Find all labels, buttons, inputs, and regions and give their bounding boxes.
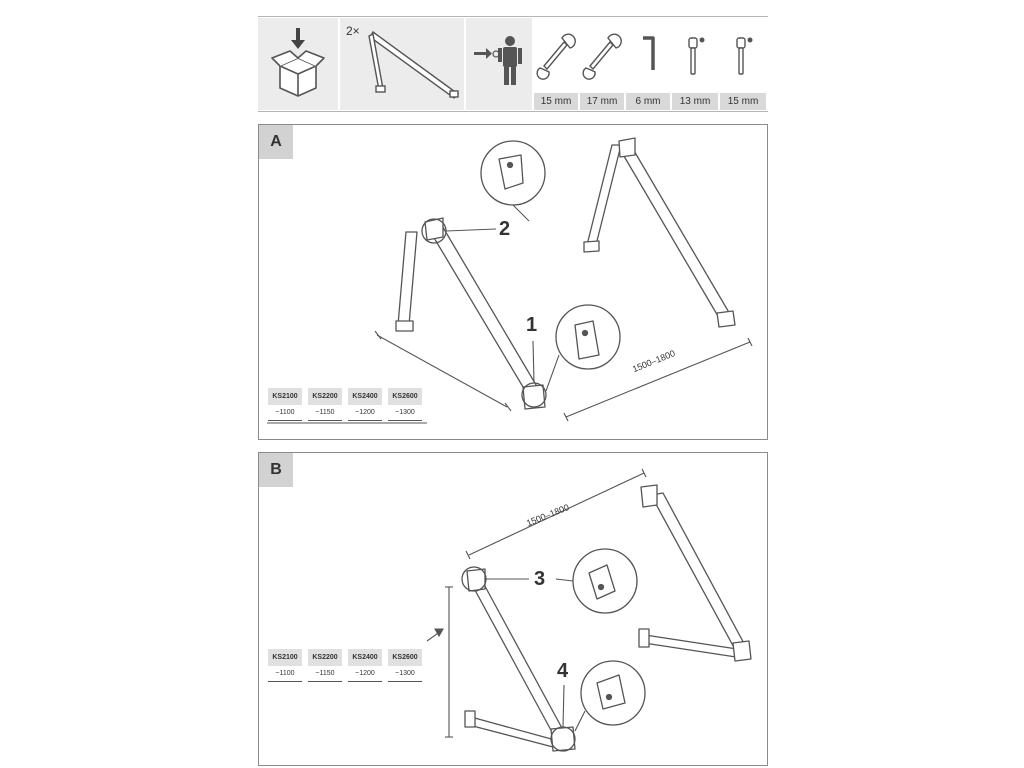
tool-wrench-17	[580, 18, 624, 110]
frame-arm	[621, 149, 734, 323]
socket-wrench-icon	[720, 18, 766, 93]
tool-size-label: 15 mm	[720, 93, 766, 110]
model-value: ~1150	[308, 667, 342, 682]
frame-foot	[717, 311, 735, 327]
frame-joint	[641, 485, 657, 507]
dimension-label: 1500–1800	[525, 502, 571, 529]
model-value: ~1200	[348, 667, 382, 682]
model-value: ~1100	[268, 667, 302, 682]
frame-leg	[587, 145, 621, 245]
frame-joint	[619, 138, 635, 157]
panel-a	[258, 124, 768, 440]
model-value: ~1300	[388, 406, 422, 421]
model-name: KS2400	[348, 388, 382, 405]
frame-joint	[733, 641, 751, 661]
panel-label: B	[259, 453, 293, 487]
frame-foot	[584, 241, 599, 252]
callout-2: 2	[499, 218, 511, 240]
model-value: ~1200	[348, 406, 382, 421]
frame-leg	[398, 232, 417, 325]
tool-allen-key-6	[626, 18, 670, 110]
frame-foot	[396, 321, 413, 331]
header-bottom-rule	[258, 111, 768, 112]
model-name: KS2100	[268, 388, 302, 405]
tool-wrench-15	[534, 18, 578, 110]
installer-person-icon	[466, 18, 532, 110]
frame-bar	[644, 635, 737, 657]
callout-4: 4	[557, 660, 569, 682]
frame-bar	[469, 717, 555, 747]
panel-label: A	[259, 125, 293, 159]
unpack-box-cell	[258, 18, 338, 110]
frame-foot	[465, 711, 475, 727]
model-name: KS2100	[268, 649, 302, 666]
model-value: ~1150	[308, 406, 342, 421]
installers-cell	[466, 18, 532, 110]
tool-socket-13	[672, 18, 718, 110]
frame-arm	[427, 224, 542, 397]
model-value: ~1100	[268, 406, 302, 421]
tool-size-label: 13 mm	[672, 93, 718, 110]
model-name: KS2600	[388, 388, 422, 405]
tool-size-label: 17 mm	[580, 93, 624, 110]
open-box-icon	[258, 18, 338, 110]
wrench-icon	[580, 18, 624, 93]
tool-size-label: 15 mm	[534, 93, 578, 110]
frame-arm	[469, 577, 569, 745]
model-name: KS2400	[348, 649, 382, 666]
socket-wrench-icon	[672, 18, 718, 93]
model-name: KS2600	[388, 649, 422, 666]
dimension-label: 1500–1800	[631, 348, 677, 375]
bracket-part-cell	[340, 18, 464, 110]
header-top-rule	[258, 16, 768, 17]
model-name: KS2200	[308, 649, 342, 666]
panel-b	[258, 452, 768, 766]
callout-1: 1	[526, 314, 538, 336]
tool-socket-15	[720, 18, 766, 110]
assembly-diagram-b	[259, 453, 767, 765]
wrench-icon	[534, 18, 578, 93]
quantity-label: 2×	[346, 24, 360, 38]
frame-foot	[523, 385, 545, 409]
callout-3: 3	[534, 568, 546, 590]
model-name: KS2200	[308, 388, 342, 405]
tool-size-label: 6 mm	[626, 93, 670, 110]
frame-arm	[651, 493, 747, 653]
model-value: ~1300	[388, 667, 422, 682]
frame-foot	[639, 629, 649, 647]
allen-key-icon	[626, 18, 670, 93]
